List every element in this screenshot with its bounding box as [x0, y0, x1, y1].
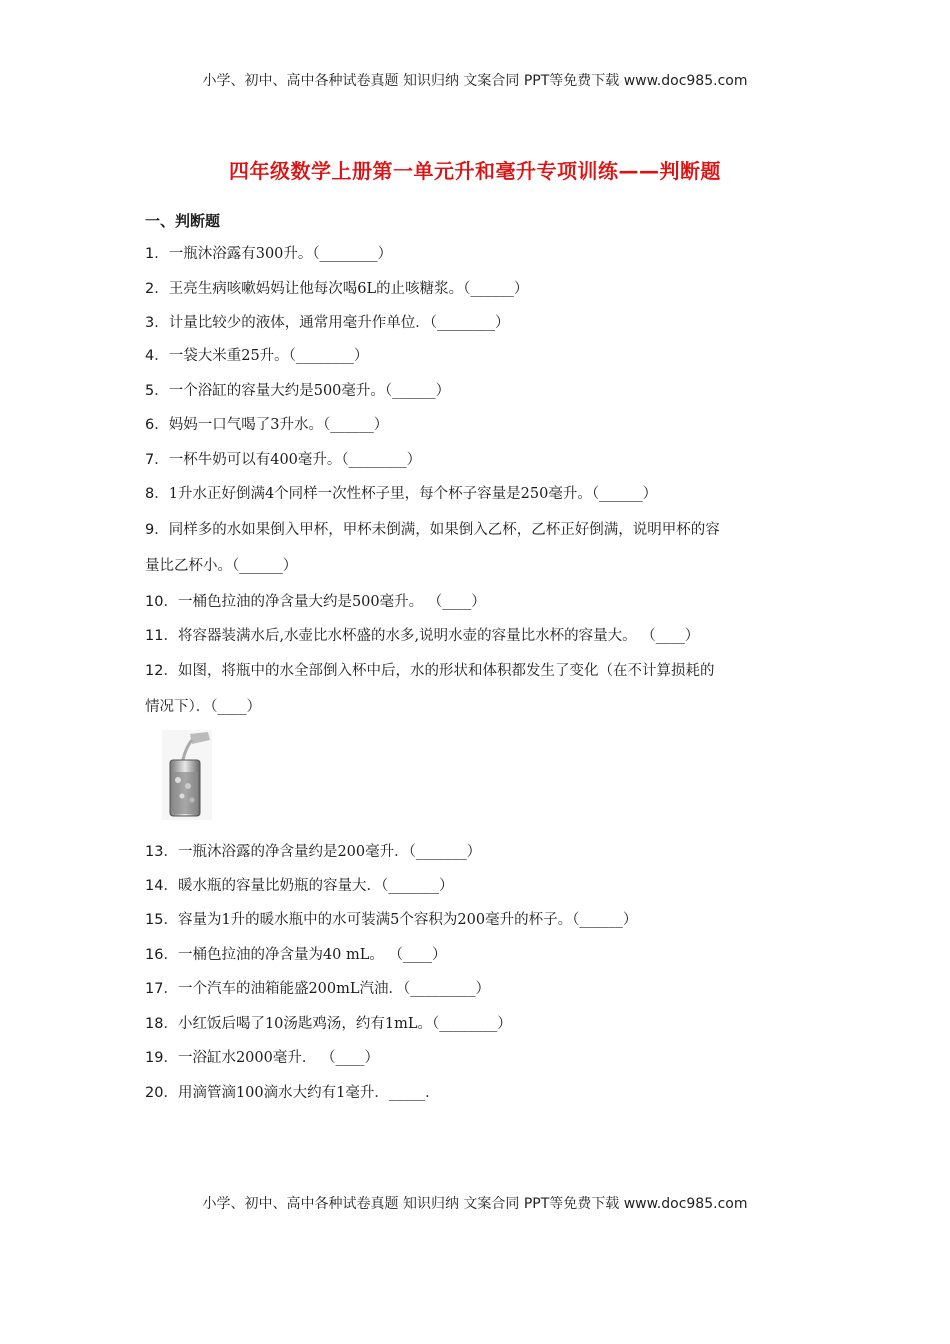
question-18: [145, 1014, 815, 1034]
question-number: 10．: [145, 594, 178, 610]
page-footer: 小学、初中、高中各种试卷真题 知识归纳 文案合同 PPT等免费下载 www.doc985.com: [202, 1196, 748, 1212]
question-3: [145, 313, 815, 333]
question-4: [145, 346, 815, 366]
question-number: 5．: [145, 383, 169, 399]
question-14: [145, 876, 815, 896]
question-number: 20．: [145, 1085, 178, 1101]
question-text: 一瓶沐浴露有300升。（________）: [168, 246, 393, 262]
question-16: [145, 945, 815, 965]
question-2: [145, 279, 815, 299]
question-7: [145, 450, 815, 470]
question-number: 9．: [145, 522, 169, 538]
question-text: 一个汽车的油箱能盛200mL汽油．（_________）: [177, 981, 491, 997]
question-number: 2．: [145, 281, 169, 297]
question-number: 1．: [145, 246, 169, 262]
page-header: 小学、初中、高中各种试卷真题 知识归纳 文案合同 PPT等免费下载 www.doc985.com: [202, 73, 748, 89]
question-5: [145, 381, 815, 401]
question-number: 18．: [145, 1016, 178, 1032]
section-heading: 一、判断题: [145, 212, 221, 230]
question-text: 同样多的水如果倒入甲杯，甲杯未倒满，如果倒入乙杯，乙杯正好倒满，说明甲杯的容: [168, 522, 720, 538]
question-8: [145, 484, 815, 504]
question-number: 16．: [145, 947, 178, 963]
document-title: 四年级数学上册第一单元升和毫升专项训练——判断题: [229, 159, 721, 183]
question-6: [145, 415, 815, 435]
question-number: 15．: [145, 912, 178, 928]
question-12-cont: [145, 697, 815, 717]
question-number: 7．: [145, 452, 169, 468]
question-13: [145, 842, 815, 862]
question-number: 3．: [145, 315, 169, 331]
question-number: 11．: [145, 628, 178, 644]
question-12: [145, 661, 815, 681]
question-text: 一袋大米重25升。（________）: [168, 348, 369, 364]
question-text: 小红饭后喝了10汤匙鸡汤，约有1mL。（________）: [177, 1016, 512, 1032]
question-number: 8．: [145, 486, 169, 502]
question-number: 6．: [145, 417, 169, 433]
question-number: 19．: [145, 1050, 178, 1066]
question-text: 王亮生病咳嗽妈妈让他每次喝6L的止咳糖浆。（______）: [168, 281, 529, 297]
question-9-cont: [145, 556, 815, 576]
question-19: [145, 1048, 815, 1068]
question-1: [145, 244, 815, 264]
question-20: [145, 1083, 815, 1103]
question-text: 计量比较少的液体，通常用毫升作单位．（________）: [168, 315, 510, 331]
question-text: 一浴缸水2000毫升． （____）: [177, 1050, 379, 1066]
question-text: 暖水瓶的容量比奶瓶的容量大．（_______）: [177, 878, 454, 894]
question-number: 14．: [145, 878, 178, 894]
question-11: [145, 626, 815, 646]
question-10: [145, 592, 815, 612]
question-text: 将容器装满水后,水壶比水杯盛的水多,说明水壶的容量比水杯的容量大。 （____）: [177, 628, 700, 644]
question-number: 12．: [145, 663, 178, 679]
question-text: 妈妈一口气喝了3升水。（______）: [168, 417, 389, 433]
question-text: 一桶色拉油的净含量大约是500毫升。 （____）: [177, 594, 486, 610]
question-17: [145, 979, 815, 999]
question-15: [145, 910, 815, 930]
question-text: 一瓶沐浴露的净含量约是200毫升．（_______）: [177, 844, 482, 860]
question-text: 1升水正好倒满4个同样一次性杯子里，每个杯子容量是250毫升。（______）: [168, 486, 658, 502]
question-text: 如图，将瓶中的水全部倒入杯中后，水的形状和体积都发生了变化（在不计算损耗的: [177, 663, 715, 679]
question-number: 17．: [145, 981, 178, 997]
question-number: 13．: [145, 844, 178, 860]
question-text: 量比乙杯小。（______）: [145, 558, 298, 574]
pouring-water-illustration: [162, 730, 212, 820]
question-text: 一个浴缸的容量大约是500毫升。（______）: [168, 383, 451, 399]
question-text: 情况下）．（____）: [145, 699, 261, 715]
question-text: 一桶色拉油的净含量为40 mL。 （____）: [177, 947, 447, 963]
question-text: 用滴管滴100滴水大约有1毫升．_____．: [177, 1085, 440, 1101]
question-text: 一杯牛奶可以有400毫升。（________）: [168, 452, 422, 468]
question-9: [145, 520, 815, 540]
question-text: 容量为1升的暖水瓶中的水可装满5个容积为200毫升的杯子。（______）: [177, 912, 638, 928]
question-number: 4．: [145, 348, 169, 364]
